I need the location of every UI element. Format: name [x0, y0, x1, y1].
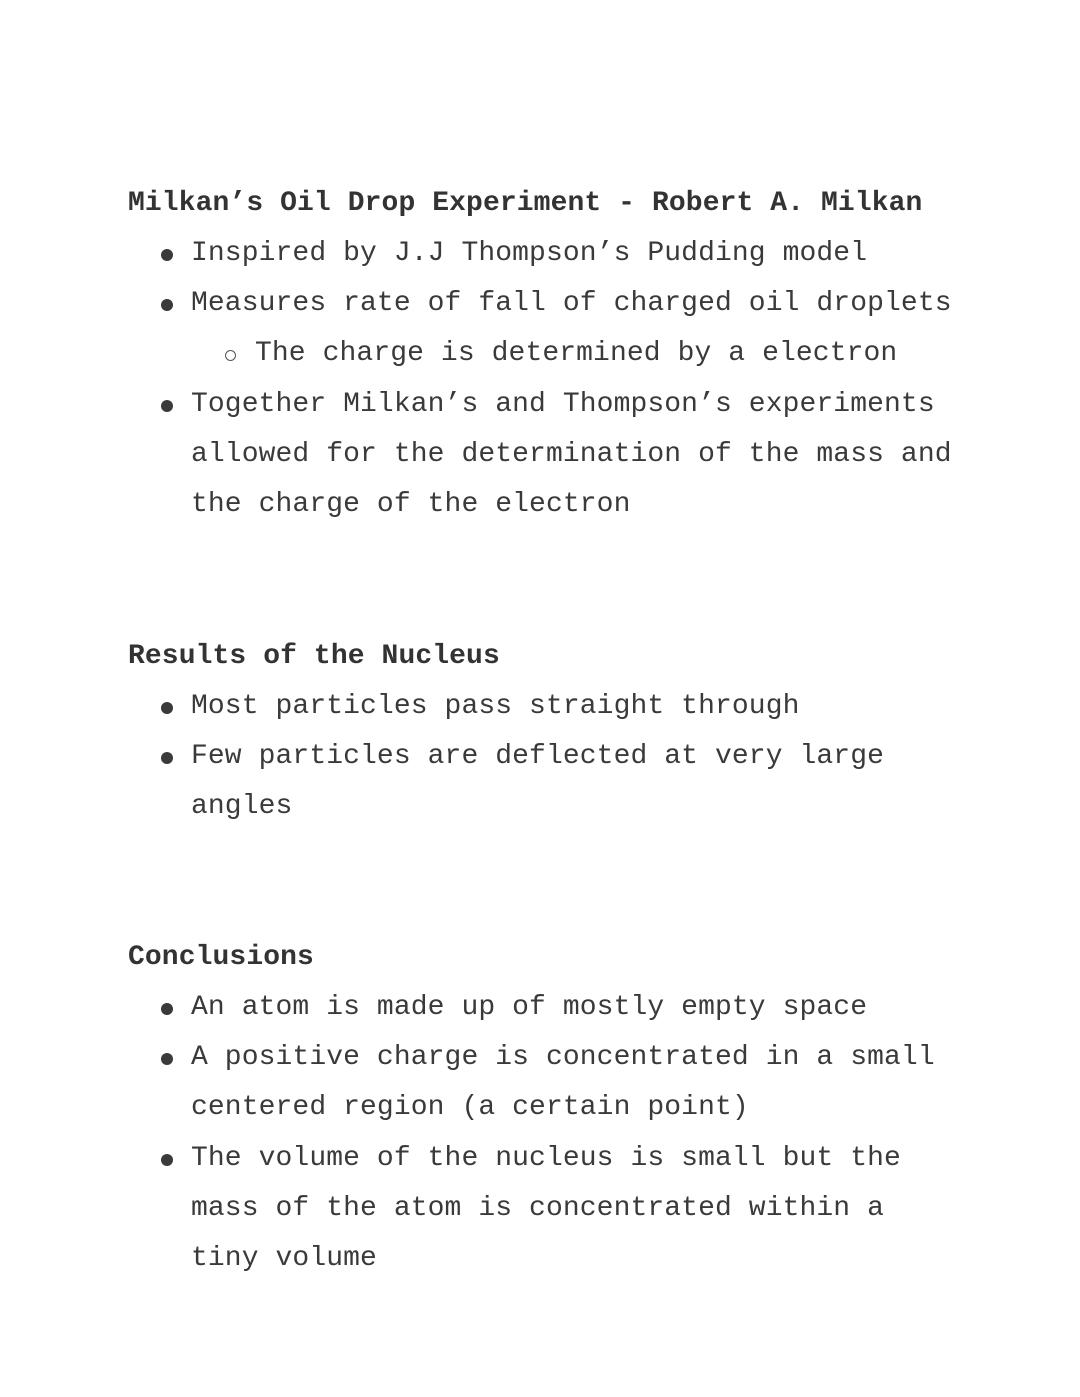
sub-list-item-text: The charge is determined by a electron [255, 338, 898, 370]
list-item-text: A positive charge is concentrated in a small centered region (a certain point) [191, 1042, 935, 1124]
bullet-icon [161, 299, 173, 311]
section-conclusions [128, 933, 988, 1284]
bullet-icon [161, 400, 173, 412]
list-item-text: The volume of the nucleus is small but the mass of the atom is concentrated within a tiny volume [191, 1142, 901, 1275]
section-results-of-nucleus [128, 632, 988, 833]
list-item-text: Together Milkan’s and Thompson’s experiments allowed for the determination of the mass and the charge of the electron [191, 388, 952, 521]
list-item [128, 1134, 951, 1285]
bullet-list [128, 380, 988, 531]
sub-list-item [128, 329, 988, 379]
list-item [128, 279, 971, 329]
list-item-text: Few particles are deflected at very large angles [191, 741, 885, 823]
sub-bullet-list [128, 329, 988, 379]
section-milkan-oil-drop [128, 179, 988, 530]
list-item [128, 682, 971, 732]
list-item [128, 732, 921, 832]
list-item-text: Measures rate of fall of charged oil droplets [191, 288, 952, 320]
bullet-icon [161, 752, 173, 764]
bullet-list [128, 983, 988, 1284]
list-item [128, 983, 971, 1033]
bullet-list [128, 682, 988, 833]
bullet-icon [161, 249, 173, 261]
bullet-icon [161, 1003, 173, 1015]
section-heading: Milkan’s Oil Drop Experiment - Robert A. Milkan [128, 188, 923, 219]
section-heading: Results of the Nucleus [128, 641, 500, 672]
list-item-text: Most particles pass straight through [191, 691, 800, 722]
bullet-icon [161, 1154, 173, 1166]
bullet-icon [161, 702, 173, 714]
section-heading: Conclusions [128, 942, 314, 973]
bullet-list [128, 229, 988, 329]
list-item [128, 229, 971, 279]
list-item [128, 1033, 971, 1133]
list-item-text: Inspired by J.J Thompson’s Pudding model [191, 238, 868, 269]
hollow-bullet-icon [225, 350, 236, 361]
bullet-icon [161, 1053, 173, 1065]
list-item [128, 380, 971, 531]
list-item-text: An atom is made up of mostly empty space [191, 992, 868, 1023]
